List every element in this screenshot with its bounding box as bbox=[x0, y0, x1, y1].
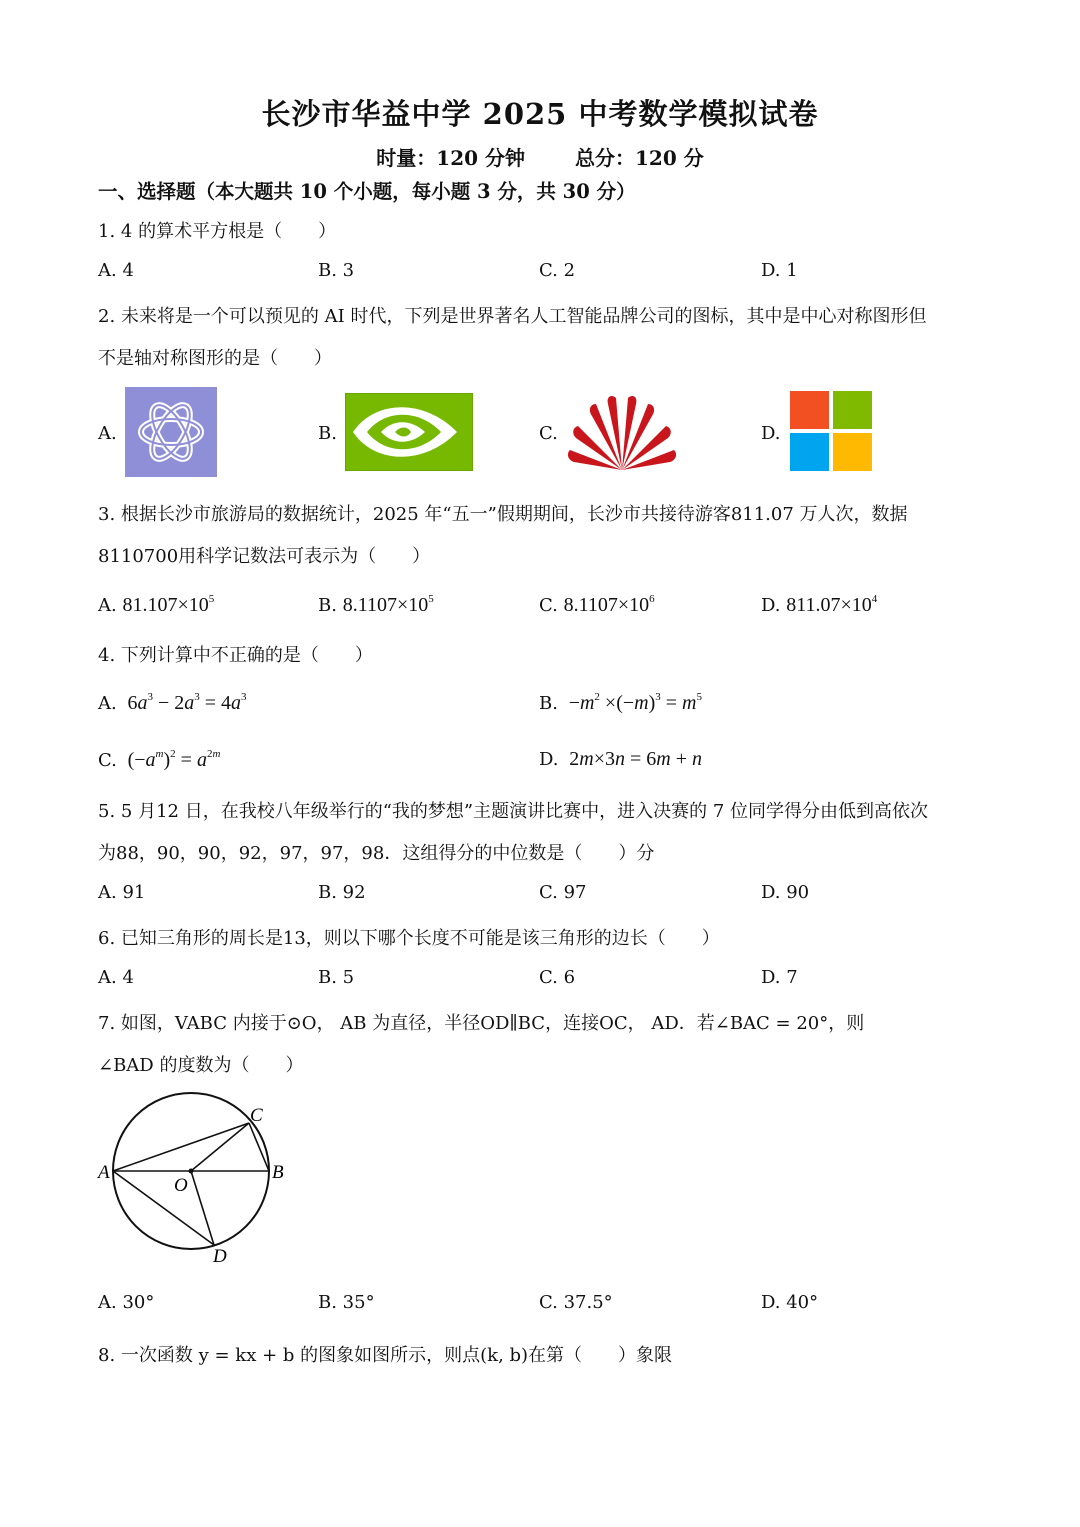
q1-option-c: C. 2 bbox=[539, 260, 576, 281]
microsoft-logo-icon bbox=[790, 391, 872, 471]
q4-option-a: A. $6a^3 - 2a^3 = 4a^3$ bbox=[98, 691, 247, 714]
label-b: B bbox=[272, 1162, 284, 1183]
q2-option-a-label: A. bbox=[98, 423, 117, 444]
q2-option-d-label: D. bbox=[761, 423, 781, 444]
q4-option-d: D. 2m×3n = 6m + n bbox=[539, 748, 702, 770]
q3-option-d bbox=[761, 593, 877, 617]
segment-od bbox=[191, 1171, 214, 1245]
q5-stem-line1: 5. 5 月12 日，在我校八年级举行的“我的梦想”主题演讲比赛中，进入决赛的 7 位同学得分由低到高依次 bbox=[98, 801, 928, 822]
q3-option-c-label: C. bbox=[539, 595, 558, 616]
q3-option-c-value: $8.1107\times 10^6$ bbox=[563, 593, 655, 616]
q7-option-a: A. 30° bbox=[98, 1292, 155, 1313]
score-label: 总分：120 分 bbox=[575, 146, 704, 170]
q2-option-c-label: C. bbox=[539, 423, 558, 444]
q7-option-d: D. 40° bbox=[761, 1292, 819, 1313]
label-o: O bbox=[174, 1175, 188, 1196]
q6-stem: 6. 已知三角形的周长是13，则以下哪个长度不可能是该三角形的边长（ ） bbox=[98, 928, 720, 949]
q4-stem: 4. 下列计算中不正确的是（ ） bbox=[98, 645, 373, 666]
q5-option-b: B. 92 bbox=[318, 882, 366, 903]
q5-option-c: C. 97 bbox=[539, 882, 587, 903]
q3-stem-line1: 3. 根据长沙市旅游局的数据统计，2025 年“五一”假期期间，长沙市共接待游客811.07 万人次，数据 bbox=[98, 504, 908, 525]
q3-option-a bbox=[98, 593, 214, 617]
q7-stem-line2: ∠BAD 的度数为（ ） bbox=[98, 1055, 304, 1076]
q5-option-a: A. 91 bbox=[98, 882, 146, 903]
q2-stem-line2: 不是轴对称图形的是（ ） bbox=[98, 348, 332, 369]
q7-stem-line1: 7. 如图，VABC 内接于⊙O， AB 为直径，半径OD∥BC，连接OC， AD．若∠BAC = 20°，则 bbox=[98, 1013, 865, 1034]
q1-option-a: A. 4 bbox=[98, 260, 134, 281]
q3-option-d-value: $811.07\times 10^4$ bbox=[786, 593, 878, 616]
q5-option-d: D. 90 bbox=[761, 882, 810, 903]
q5-stem-line2: 为88，90，90，92，97，97，98．这组得分的中位数是（ ）分 bbox=[98, 843, 655, 864]
segment-ad bbox=[113, 1171, 214, 1245]
q3-option-b-value: $8.1107\times 10^5$ bbox=[342, 593, 434, 616]
nvidia-logo-icon bbox=[345, 393, 473, 471]
huawei-logo-icon bbox=[566, 390, 678, 472]
q4-option-b: B. $-m^2 \times(-m)^3 = m^5$ bbox=[539, 691, 702, 714]
q6-option-b: B. 5 bbox=[318, 967, 355, 988]
q2-stem-line1: 2. 未来将是一个可以预见的 AI 时代，下列是世界著名人工智能品牌公司的图标，其中是中心对称图形但 bbox=[98, 306, 927, 327]
label-c: C bbox=[250, 1105, 263, 1126]
q7-option-b: B. 35° bbox=[318, 1292, 375, 1313]
q1-stem: 1. 4 的算术平方根是（ ） bbox=[98, 221, 337, 242]
section-heading: 一、选择题（本大题共 10 个小题，每小题 3 分，共 30 分） bbox=[98, 180, 636, 203]
label-d: D bbox=[213, 1246, 227, 1267]
q7-circle-diagram bbox=[94, 1090, 294, 1270]
q8-stem: 8. 一次函数 y = kx + b 的图象如图所示，则点(k, b)在第（ ）象限 bbox=[98, 1345, 673, 1366]
exam-title: 长沙市华益中学 2025 中考数学模拟试卷 bbox=[261, 97, 819, 131]
q3-option-b bbox=[318, 593, 434, 617]
segment-ac bbox=[113, 1123, 249, 1171]
q2-option-b-label: B. bbox=[318, 423, 337, 444]
q6-option-a: A. 4 bbox=[98, 967, 134, 988]
q3-option-b-label: B. bbox=[318, 595, 337, 616]
q3-option-d-label: D. bbox=[761, 595, 781, 616]
center-point-o bbox=[189, 1169, 194, 1174]
q6-option-c: C. 6 bbox=[539, 967, 576, 988]
q6-option-d: D. 7 bbox=[761, 967, 798, 988]
segment-oc bbox=[191, 1123, 249, 1171]
q1-option-d: D. 1 bbox=[761, 260, 798, 281]
q3-option-a-value: $81.107\times 10^5$ bbox=[122, 593, 215, 616]
openai-logo-icon bbox=[125, 387, 217, 477]
time-label: 时量：120 分钟 bbox=[376, 146, 525, 170]
q4-option-c: C. $(-a^m)^2 = a^{2m}$ bbox=[98, 748, 221, 771]
q1-option-b: B. 3 bbox=[318, 260, 355, 281]
exam-meta bbox=[0, 142, 1080, 171]
q3-stem-line2: 8110700用科学记数法可表示为（ ） bbox=[98, 546, 431, 567]
q3-option-c bbox=[539, 593, 655, 617]
q7-option-c: C. 37.5° bbox=[539, 1292, 613, 1313]
label-a: A bbox=[98, 1162, 110, 1183]
q3-option-a-label: A. bbox=[98, 595, 117, 616]
